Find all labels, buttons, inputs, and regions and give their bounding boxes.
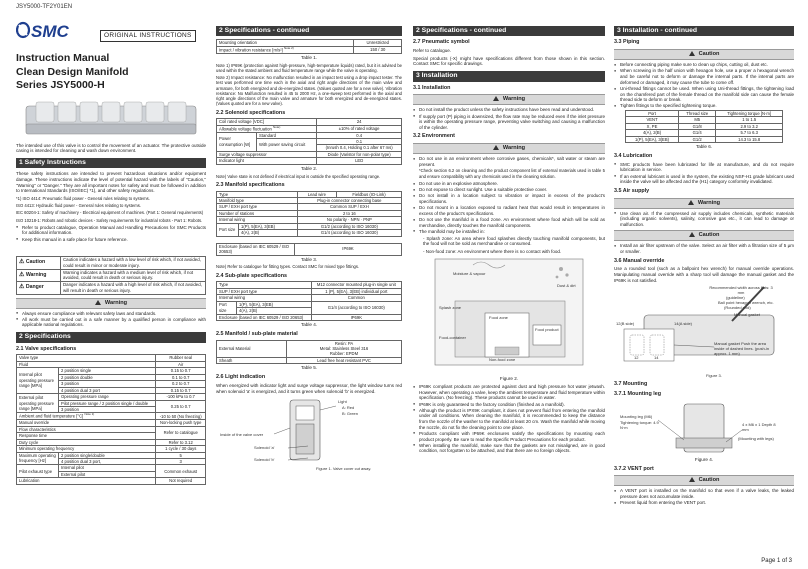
ip69k-bullet-1b: ● IP69K is only guaranteed to the factory condition (finished as a manifold).: [413, 402, 605, 408]
table-5-caption: Table 5.: [300, 365, 318, 371]
manifold-spec-heading: 2.3 Manifold specifications: [216, 181, 285, 188]
manifold-spec-table: Type Lead wire Fieldbus (IO-Link) Manifold type Plug-in connector connecting base SUP / EXH port type Common SUP / EXH Number of stations 2 to 16 Internal wiring No polarity · NPN · PNP Port size 1(P), 5(EA), 3(EB) G1/2 (according to ISO 16030) 4(A), 2(B) G1/4 (according to ISO 16030): [216, 191, 402, 237]
fig1-red: A: Red: [342, 405, 355, 411]
section-3-continued-heading: 3 Installation - continued: [614, 26, 794, 36]
light-indication-heading: 2.6 Light indication: [216, 374, 266, 381]
fig3-manual-gasket: Manual gasket: [734, 312, 761, 318]
section-2-continued-heading: 2 Specifications - continued: [216, 26, 402, 36]
standard-4: ISO 10218-1: Robots and robotic devices - Safety requirements for industrial robots - Part 1: Robots.: [16, 217, 203, 223]
torque-table: Port Thread size Tightening torque [N·m] VENT M5 1 to 1.5 X, PE G1/8 2.9 to 3.2 4(A), 2(B) G1/4 5.7 to 6.3 1(P), 5(EA), 3(EB) G1/2 14.3 to 15.8: [625, 110, 783, 143]
section-3-heading: 3 Installation: [413, 71, 605, 81]
air-bullet-1: ● Use clean air. If the compressed air supply includes chemicals, synthetic materials (including organic solvents), salinity, corrosive gas etc., it can lead to damage or malfunction.: [614, 211, 794, 228]
lube-bullet-2: ● If an external lubricant is used in the system, the existing NSF-H1 grade lubricant used inside the valve will be affected and the (H1) category conformity invalidated.: [614, 174, 794, 185]
danger-desc: Danger indicates a hazard with a high level of risk which, if not avoided, will result in death or serious injury.: [61, 282, 206, 294]
fig2-food-zone: Food zone: [489, 315, 508, 321]
lube-bullet-1: ● SMC products have been lubricated for life at manufacture, and do not require lubrication in service.: [614, 162, 794, 173]
caution-icon: [689, 51, 695, 56]
title-line-2: Clean Design Manifold: [16, 65, 129, 78]
safety-bullet-1: ● Refer to product catalogue, Operation Manual and Handling Precautions for SMC Products for additional information.: [16, 225, 206, 236]
section-2-continued-heading-2: 2 Specifications - continued: [413, 26, 605, 36]
note-2: Note 2) Impact resistance: No malfunction resulted in an impact test using a drop impact tester. The test was performed one time each in the axial and right angle directions of the main valve and armature, for both energized and de-energized states. (Values quoted are for a new valve). Vibration resistance: No Malfunction resulted in 45 to 2000 Hz, a one-sweep test performed in the axial and right angle directions of the main valve and armature for both energized and de-energized states. (Values quoted are for a new valve).: [216, 75, 402, 107]
caution-icon: [689, 232, 695, 237]
document-title: [16, 52, 129, 93]
valve-spec-table-continued: Mounting orientation Unrestricted Impact / vibration resistance [m/s²] $^{Note 2)}$ 150 / 30: [216, 39, 402, 53]
piping-bullet-1: ● Before connecting piping make sure to clean up chips, cutting oil, dust etc.: [614, 62, 794, 68]
fig4-mounting-leg: Mounting leg (M6): [620, 413, 653, 419]
warning-bullet-1: ● Always ensure compliance with relevant safety laws and standards.: [16, 311, 206, 317]
env-bullet-1: ● Do not use in an environment where corrosive gases, chemicals*, salt water or steam are present.: [413, 156, 605, 167]
env-bullet-6: ● Do not use the manifold in a food zone. An environment where food which will be sold as merchandise, directly touches the manifold components.: [413, 217, 605, 228]
note-3: Note) Valve state is not defined if electrical input is outside the specified operating range.: [216, 173, 381, 179]
standard-3: IEC 60204-1: Safety of machinery - Electrical equipment of machines. (Part 1: General requirements): [16, 210, 204, 216]
warning-label: ⚠ Warning: [17, 269, 61, 281]
note-4: Note) Refer to catalogue for fitting types. Contact SMC for mixed type fittings.: [216, 264, 360, 270]
warning-band-4: Warning: [614, 198, 794, 209]
fig3-width: Recommended width across flats: 3 mm: [709, 285, 773, 296]
freq-row-2: 4 position dual 3 port,: [59, 458, 156, 464]
figure-4-caption: Figure 4.: [694, 456, 714, 462]
figure-1-caption: Figure 1. Valve cover cut away.: [316, 466, 372, 472]
table-6-caption: Table 6.: [695, 144, 713, 150]
safety-text: These safety instructions are intended to prevent hazardous situations and/or equipment damage. These instructions indicate the level of potential hazard with the labels of "Caution," "Warning" or "Danger." They are all important notes for safety and must be followed in addition to International Standards (ISO/IEC) *1), and other safety regulations.: [16, 171, 206, 194]
warning-icon: [688, 200, 694, 205]
svg-text:SMC: SMC: [31, 22, 69, 41]
ip69k-bullet-2: ● Although the product is IPX9K compliant, it does not prevent fluid from entering the manifold under all conditions. When cleaning the manifold, it is recommended to keep the distance from the nozzle of the washer to the manifold at least 20 cm. Wash the manifold while moving the nozzle, do not fix the cleaning point to one place.: [413, 408, 605, 431]
warning-icon: [493, 145, 499, 150]
figure-3-caption: Figure 3.: [706, 373, 722, 379]
ip69k-bullet-1: ● IP69K compliant products are protected against dust and high pressure hot water jetwash. However, when operating a valve, keep the ambient temperature and fluid temperature within specification. (No freezing). These products cannot be used in water.: [413, 384, 605, 401]
impact-label: Impact / vibration resistance [m/s²] $^{Note 2)}$: [217, 46, 354, 53]
light-indication-text: When energized with indicator light and surge voltage suppressor, the light window turns red when solenoid 'a' is energized, and it turns green when solenoid 'b' is energized.: [216, 382, 402, 394]
piping-bullet-2: ● When screwing in the half union with hexagon hole, use a proper a hexagonal wrench and be careful not to deform or damage the internal parts. If the internal parts are deformed or damaged, it may cause the tube to come off.: [614, 68, 794, 85]
fig1-solenoid-b: Solenoid 'b': [254, 457, 275, 463]
figure-3: [614, 285, 794, 381]
piping-bullet-3: ● Uni-thread fittings cannot be used. When using Uni-thread fittings, the tightening load on the chamfered part of the female thread on the manifold side can cause the female thread side to deform or break.: [614, 86, 794, 103]
material-values: Resin: PA Metal: Stainless Steel 316 Rubber: EPDM: [287, 340, 402, 357]
valve-spec-heading: 2.1 Valve specifications: [16, 345, 77, 352]
page-number: Page 1 of 3: [761, 557, 792, 564]
internal-wiring-values: No polarity · NPN · PNP: [297, 217, 401, 223]
title-line-1: Instruction Manual: [16, 52, 110, 64]
smc-logo: [16, 18, 74, 42]
table-3-caption: Table 3.: [300, 256, 318, 262]
note-1: Note 1) IP69K (protection against high-pressure, high-temperature liquids) rated, but it is advised be used within the stated ambient and fluid temperature range while the valve is operating.: [216, 62, 402, 73]
env-bullet-2: ● Do not use in an explosive atmosphere.: [413, 181, 605, 187]
pilot-range-cell: Pilot pressure range / 2 position single / double: [59, 400, 156, 406]
table-4-caption: Table 4.: [300, 322, 318, 328]
material-heading: 2.5 Manifold / sub-plate material: [216, 330, 298, 337]
caution-band-1: Caution: [614, 49, 794, 60]
manual-override-heading: 3.6 Manual override: [614, 257, 665, 264]
material-table: External Material Resin: PA Metal: Stainless Steel 316 Rubber: EPDM Sheath Lead free heat resistant PVC: [216, 340, 402, 365]
fig4-screw: 4 x M6 x 1 Depth 8 mm: [742, 421, 776, 432]
lubrication-heading: 3.4 Lubrication: [614, 153, 653, 159]
fig2-dust: Dust & dirt: [557, 283, 576, 289]
column-1: [16, 100, 206, 485]
fig3-b-side: 12(B side): [616, 321, 635, 327]
warning-band-3: Warning: [413, 143, 605, 154]
original-instructions-badge: ORIGINAL INSTRUCTIONS: [100, 30, 196, 42]
fig2-splash-zone: Splash zone: [439, 305, 462, 311]
warning-icon: [493, 96, 499, 101]
installation-heading: 3.1 Installation: [413, 84, 451, 91]
mounting-heading: 3.7 Mounting: [614, 381, 648, 388]
column-2: [216, 24, 402, 474]
figure-2-caption: Figure 2.: [499, 376, 519, 382]
ip69k-bullet-3: ● Products compliant with IP69K enclosures satisfy the specifications by mounting each product properly. Be sure to read the Specific Product Precautions for each product.: [413, 431, 605, 442]
section-2-heading: 2 Specifications: [16, 332, 206, 342]
figure-2: [433, 257, 585, 375]
fig2-food-product: Food product: [535, 327, 559, 333]
product-image: [16, 100, 206, 140]
install-bullet-1: ● Do not install the product unless the safety instructions have been read and understood.: [413, 107, 605, 113]
caution-icon: [689, 477, 695, 482]
non-food-zone-text: - Non-food zone: An environment where there is no contact with food.: [423, 248, 562, 254]
caution-label: ⚠ Caution: [17, 257, 61, 269]
table-1-caption: Table 1.: [300, 54, 318, 60]
warning-band-1: Warning: [16, 298, 206, 309]
fig2-non-food-zone: Non-food zone: [489, 357, 516, 363]
air-supply-heading: 3.5 Air supply: [614, 187, 650, 194]
danger-label: ⚠ Danger: [17, 282, 61, 294]
warning-bullet-2: ● All work must be carried out in a safe manner by a qualified person in compliance with applicable national regulations.: [16, 317, 206, 328]
fig1-green: B: Green: [342, 411, 359, 417]
solenoid-spec-heading: 2.2 Solenoid specifications: [216, 109, 286, 116]
section-1-heading: 1 Safety Instructions: [16, 158, 206, 168]
fig2-food-container: Food-container: [439, 335, 466, 341]
fig3-14: 14: [654, 355, 659, 361]
special-products-text: Special products (-X) might have specifications different from those shown in this section. Contact SMC for specific drawings.: [413, 55, 605, 67]
vent-bullet-1: ● A VENT port is installed on the manifold so that even if a valve leaks, the leaked pressure does not accumulate inside.: [614, 488, 794, 499]
env-note: *Check section 6.2 on cleaning and the product component list of external materials used in table 5 and ensure compatibility with any chemicals used in the cleaning solution.: [419, 168, 605, 179]
valve-cover-drawing: [216, 396, 402, 466]
ambient-temp-label: Ambient and fluid temperature [°C] $^{Note 1)}$: [17, 413, 156, 420]
document-id: JSY5000-TF2Y01EN: [16, 4, 73, 10]
standard-2: ISO 4413: Hydraulic fluid power - General rules relating to systems.: [16, 203, 141, 209]
warning-icon: [95, 300, 101, 305]
pneumatic-symbol-heading: 2.7 Pneumatic symbol: [413, 39, 470, 46]
piping-bullet-4: ● Tighten fittings to the specified tightening torque.: [614, 103, 794, 109]
hazard-label-table: [16, 256, 206, 294]
subplate-spec-heading: 2.4 Sub-plate specifications: [216, 272, 287, 279]
caution-band-2: Caution: [614, 230, 794, 241]
table-2-caption: Table 2.: [300, 165, 318, 171]
fig3-guideline: (guideline): [726, 295, 745, 301]
env-bullet-7: ● The manifold may be installed in:: [413, 229, 605, 235]
manual-override-text: Use a rounded tool (such as a ballpoint hex wrench) for manual override operations. Manipulating manual override with a sharp tool will damage the manual gasket and the IP69K is not satisfied.: [614, 266, 794, 283]
air-bullet-2: ● Install an air filter upstream of the valve. Select an air filter with a filtration size of 5 µm or smaller.: [614, 243, 794, 254]
warning-band-2: Warning: [413, 94, 605, 105]
pneumatic-symbol-text: Refer to catalogue.: [413, 48, 452, 54]
subplate-spec-table: Type M12 connector mounted plug-in single unit SUP / EXH port type 1 (P), 5(EA), 3(EB) individual port Internal wiring Common Port size 1(P), 5(EA), 3(EB) G1/4 (according to ISO 16030) 4(A), 2(B) Enclosure (based on IEC 60529 / ISO 20653) IP69K: [216, 281, 402, 321]
safety-bullet-2: ● Keep this manual in a safe place for future reference.: [16, 237, 206, 243]
valve-spec-table: Valve type Rubber seal Fluid Air Internal pilot operating pressure range [MPa] 2 position single 0.15 to 0.7 2 position double 0.1 to 0.7 3 position 0.2 to 0.7 4 position dual 3 port 0.15 to 0.7 External pilot operating pressure range [MPa] Operating pressure range -100 kPa to 0.7 Pilot pressure range / 2 position single / double 0.25 to 0.7 3 position Ambient and fluid temperature [°C] $^{Note 1)}$ -10 to 50 (No freezing) Manual override Non-locking push type Flow characteristics Refer to catalogue Response time Duty cycle Refer to 3.12 Minimum operating frequency 1 cycle / 30 days Maximum operating frequency [Hz] 2 position single/double 5 4 position dual 3 port, 3 Pilot exhaust type Internal pilot Common exhaust External pilot Lubrication Not required: [16, 354, 206, 484]
env-bullet-5: ● Do not mount in a location exposed to radiant heat that would result in temperatures in excess of the product's specifications.: [413, 205, 605, 216]
fig1-light: Light: [338, 399, 347, 405]
column-4: [614, 24, 794, 506]
vent-port-heading: 3.7.2 VENT port: [614, 465, 654, 472]
env-bullet-3: ● Do not expose to direct sunlight. Use a suitable protective cover.: [413, 187, 605, 193]
fig3-12: 12: [634, 355, 639, 361]
fig2-moisture: Moisture & vapour: [453, 271, 486, 277]
fig4-torque: Tightening torque: 4.9 N·m: [620, 419, 659, 430]
fig3-push: Manual gasket Push the area inside of dashed lines. (push-in approx. 1 mm): [714, 341, 770, 357]
install-bullet-2: ● If supply port (P) piping is downsized, the flow rate may be reduced even if the inlet pressure is within the operating pressure range, preventing valve switching and causing a malfunction of the cylinder.: [413, 114, 605, 131]
caution-desc: Caution indicates a hazard with a low level of risk which, if not avoided, could result in minor or moderate injury.: [61, 257, 206, 269]
manifold-enclosure-table: Enclosure (based on IEC 60529 / ISO 20653) IP69K: [216, 243, 402, 256]
intro-text: The intended use of this valve is to control the movement of an actuator. The protective outside casing is intended for cleaning and wash down environment.: [16, 142, 206, 154]
standard-1: *1) ISO 4414: Pneumatic fluid power - General rules relating to systems.: [16, 195, 150, 201]
figure-1: [216, 396, 402, 474]
title-line-3: Series JSY5000-H: [16, 79, 105, 92]
warning-desc: Warning indicates a hazard with a medium level of risk which, if not avoided, could result in death or serious injury.: [61, 269, 206, 281]
fig3-rounded: (Rounded end): [724, 305, 751, 311]
vent-bullet-2: ● Prevent liquid from entering the VENT port.: [614, 500, 794, 506]
solenoid-spec-table: Coil rated voltage [VDC] 24 Allowable voltage fluctuation $^{Note)}$ ±10% of rated voltage Power consumption [W] Standard 0.4 With power saving circuit 0.1 (Inrush 0.4, Holding 0.1 after 67 ms) Surge voltage suppressor Diode (Varistor for non-polar type) Indicator light LED: [216, 118, 402, 165]
piping-heading: 3.3 Piping: [614, 39, 640, 46]
mounting-leg-heading: 3.7.1 Mounting leg: [614, 391, 662, 398]
fig1-inside: Inside of the valve cover: [220, 432, 264, 438]
splash-zone-text: - Splash zone: An area where food splashes directly touching manifold components, but the food will not be sold as merchandise or consumed.: [423, 235, 605, 247]
figure-4: [614, 400, 794, 456]
fig1-solenoid-a: Solenoid 'a': [254, 445, 275, 451]
caution-band-3: Caution: [614, 475, 794, 486]
env-bullet-4: ● Do not install in a location subject to vibration or impact in excess of the product's specifications.: [413, 193, 605, 204]
column-3: [413, 24, 605, 455]
fig3-a-side: 14(A side): [674, 321, 693, 327]
fig4-with-legs: (Mounting with legs): [738, 435, 774, 441]
fig3-wrench: Ball point hexagon wrench, etc.: [718, 300, 774, 306]
voltage-fluct-label: Allowable voltage fluctuation $^{Note)}$: [217, 125, 317, 132]
ip69k-bullet-4: ● When installing the manifold, make sure that the gaskets are not misaligned, are in good condition, not forgotten to be attached, and that there are no foreign objects.: [413, 443, 605, 454]
environment-heading: 3.2 Environment: [413, 133, 455, 140]
